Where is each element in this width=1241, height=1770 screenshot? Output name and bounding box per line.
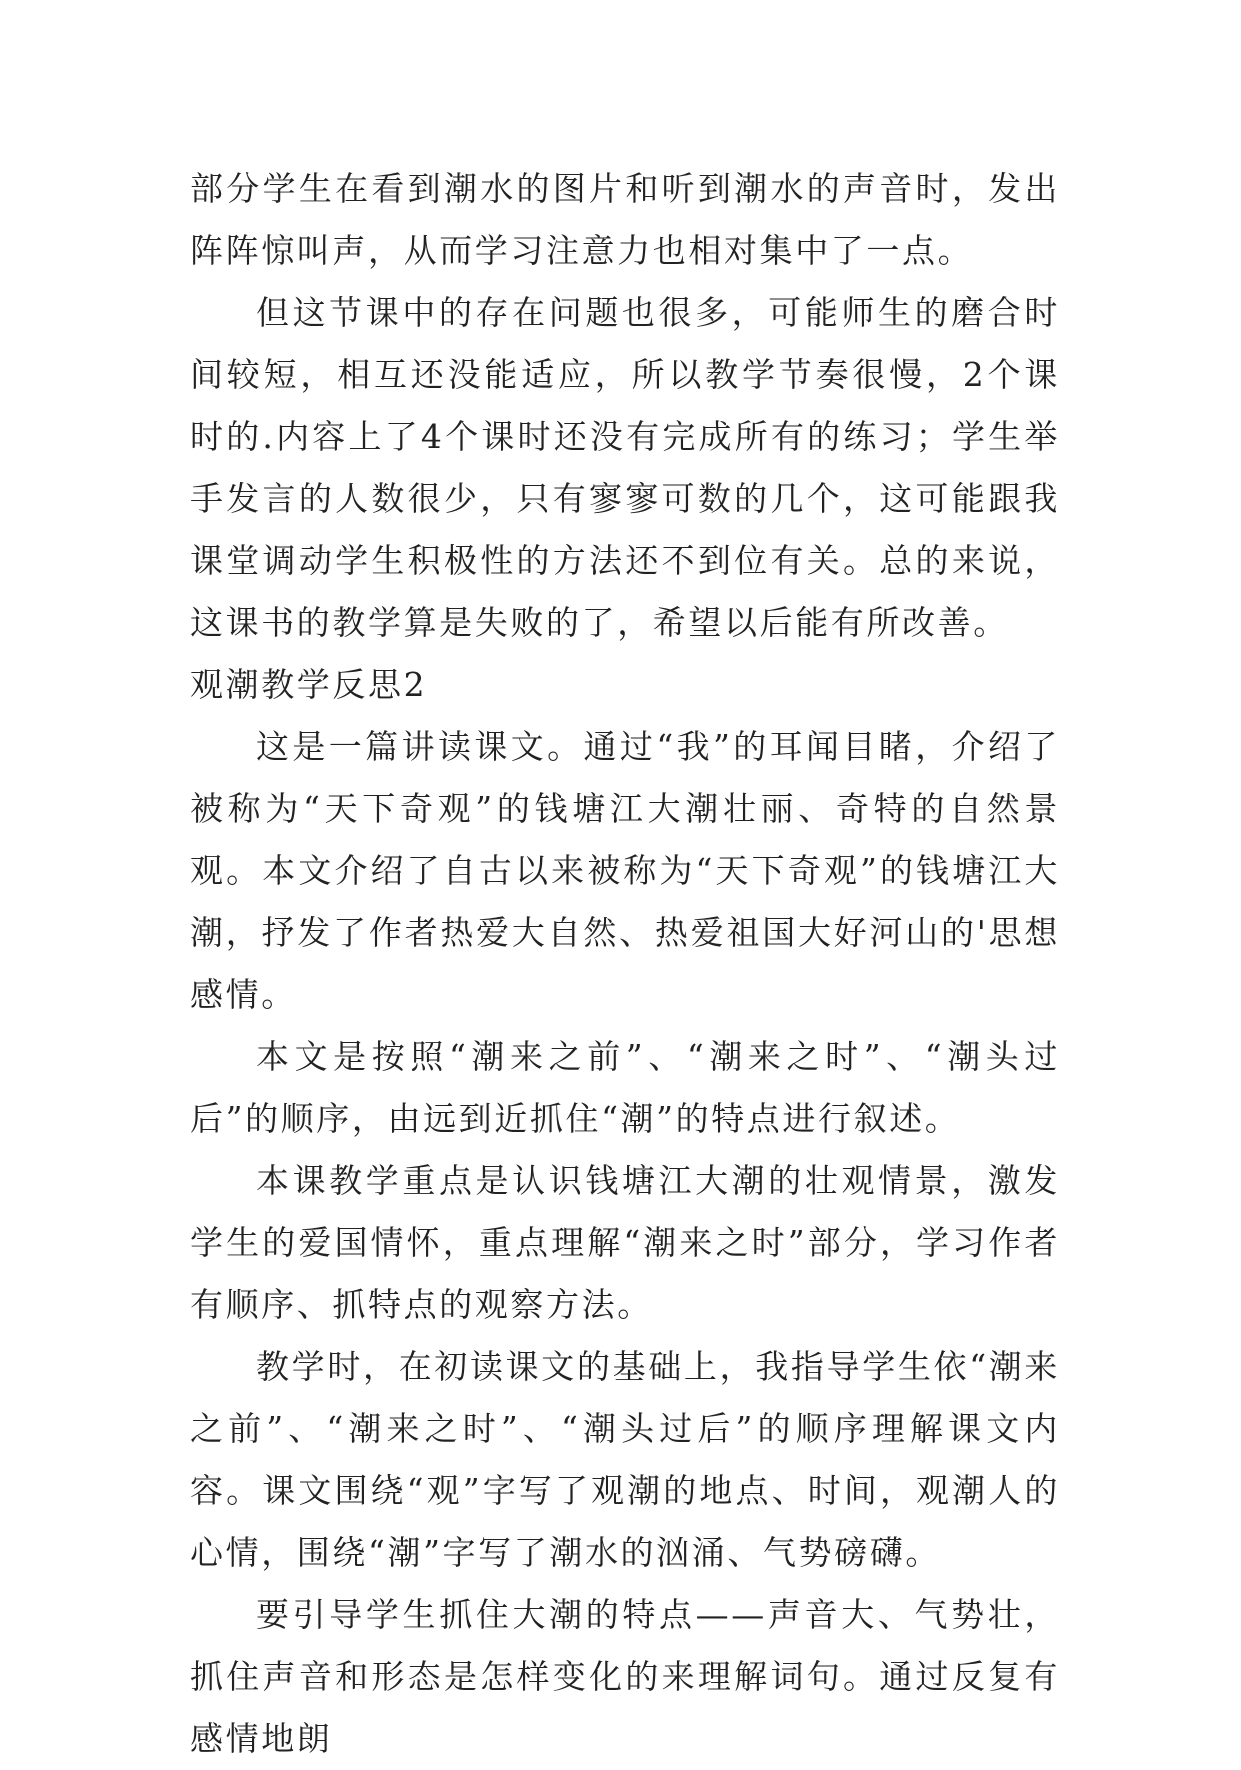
paragraph-continued: 部分学生在看到潮水的图片和听到潮水的声音时，发出阵阵惊叫声，从而学习注意力也相对集中了一点。 [190, 169, 1060, 270]
paragraph-method: 教学时，在初读课文的基础上，我指导学生依“潮来之前”、“潮来之时”、“潮头过后”的顺序理解课文内容。课文围绕“观”字写了观潮的地点、时间，观潮人的心情，围绕“潮”字写了潮水的汹涌、气势磅礴。 [190, 1347, 1060, 1572]
paragraph-focus: 本课教学重点是认识钱塘江大潮的壮观情景，激发学生的爱国情怀，重点理解“潮来之时”部分，学习作者有顺序、抓特点的观察方法。 [190, 1161, 1060, 1324]
paragraph-guidance: 要引导学生抓住大潮的特点——声音大、气势壮，抓住声音和形态是怎样变化的来理解词句。通过反复有感情地朗 [190, 1595, 1060, 1758]
section-heading: 观潮教学反思2 [190, 665, 428, 704]
paragraph-problems: 但这节课中的存在问题也很多，可能师生的磨合时间较短，相互还没能适应，所以教学节奏很慢，2个课时的.内容上了4个课时还没有完成所有的练习；学生举手发言的人数很少，只有寥寥可数的几个，这可能跟我课堂调动学生积极性的方法还不到位有关。总的来说，这课书的教学算是失败的了，希望以后能有所改善。 [190, 293, 1060, 642]
document-body [190, 158, 1060, 1770]
paragraph-order: 本文是按照“潮来之前”、“潮来之时”、“潮头过后”的顺序，由远到近抓住“潮”的特点进行叙述。 [190, 1037, 1060, 1138]
paragraph-intro: 这是一篇讲读课文。通过“我”的耳闻目睹，介绍了被称为“天下奇观”的钱塘江大潮壮丽、奇特的自然景观。本文介绍了自古以来被称为“天下奇观”的钱塘江大潮，抒发了作者热爱大自然、热爱祖国大好河山的'思想感情。 [190, 727, 1060, 1014]
